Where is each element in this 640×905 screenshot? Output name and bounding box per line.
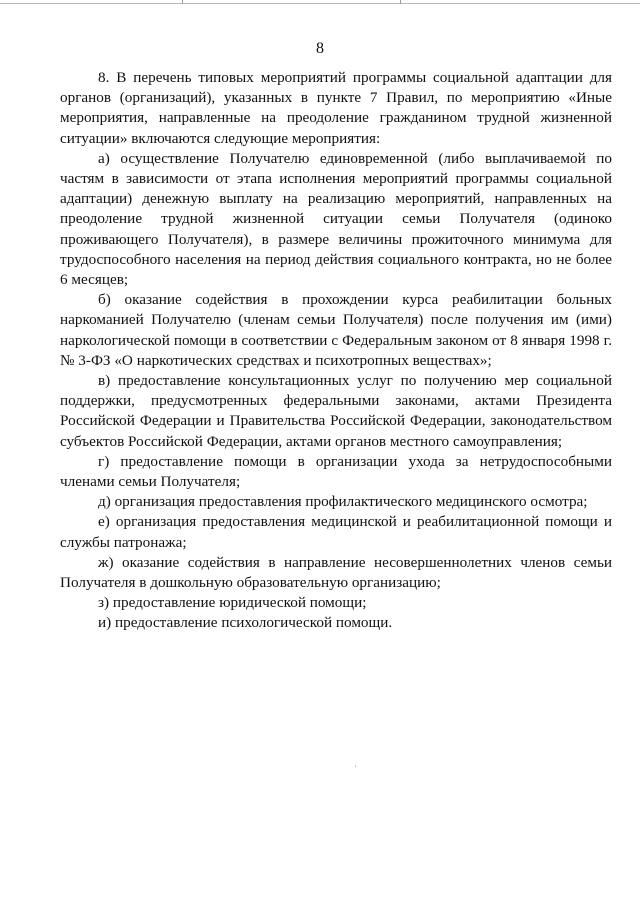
paragraph-8-intro: 8. В перечень типовых мероприятий программы социальной адаптации для органов (организаций), указанных в пункте 7 Правил, по мероприятию «Иные мероприятия, направленные на преодоление гражданином трудной жизненной ситуации» включаются следующие мероприятия: [60,69,612,147]
scan-top-edge [0,3,640,4]
scan-edge-mark [182,0,183,4]
list-item-e: е) организация предоставления медицинской и реабилитационной помощи и службы патронажа; [60,513,612,551]
document-body [60,68,612,634]
list-item-v: в) предоставление консультационных услуг по получению мер социальной поддержки, предусмотренных федеральными законами, актами Президента Российской Федерации и Правительства Российской Федерации, законодательством субъектов Российской Федерации, актами органов местного самоуправления; [60,372,612,450]
list-item-z: з) предоставление юридической помощи; [98,594,367,612]
list-item-a: а) осуществление Получателю единовременной (либо выплачиваемой по частям в зависимости от этапа исполнения мероприятий программы социальной адаптации) денежную выплату на реализацию мероприятий, направленных на преодоление трудной жизненной ситуации семьи Получателя (одиноко проживающего Получателя), в размере величины прожиточного минимума для трудоспособного населения на период действия социального контракта, но не более 6 месяцев; [60,149,612,289]
list-item-d: д) организация предоставления профилактического медицинского осмотра; [98,493,588,511]
list-item-b: б) оказание содействия в прохождении курса реабилитации больных наркоманией Получателю (членам семьи Получателя) после получения им (ими) наркологической помощи в соответствии с Федеральным законом от 8 января 1998 г. № 3-ФЗ «О наркотических средствах и психотропных веществах»; [60,291,612,369]
list-item-zh: ж) оказание содействия в направление несовершеннолетних членов семьи Получателя в дошкольную образовательную организацию; [60,553,612,592]
list-item-g: г) предоставление помощи в организации ухода за нетрудоспособными членами семьи Получателя; [60,452,612,491]
scan-artifact [355,765,356,767]
scan-edge-mark [400,0,401,4]
list-item-i: и) предоставление психологической помощи. [98,614,393,632]
page-number: 8 [316,40,324,57]
